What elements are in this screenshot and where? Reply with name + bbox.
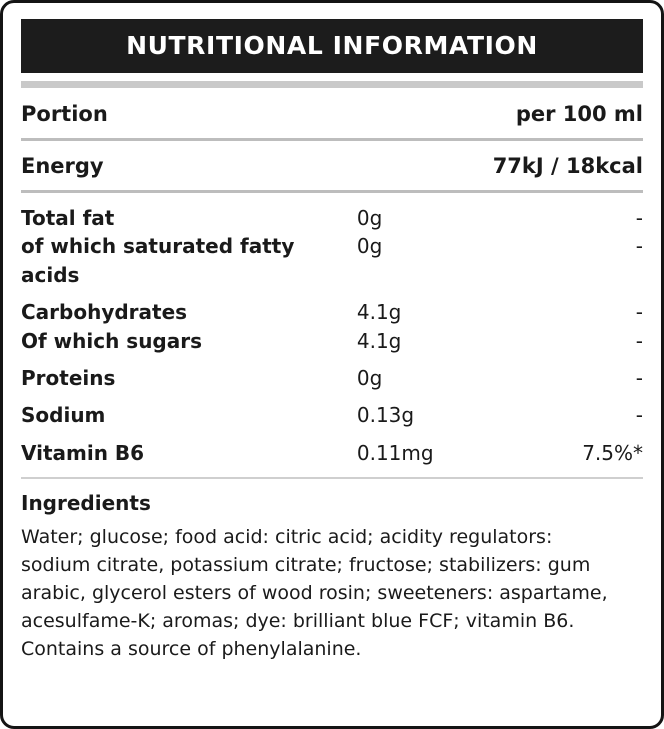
nutrient-value: 0g — [356, 365, 383, 390]
nutrient-percent: - — [635, 365, 643, 390]
nutrient-percent: 7.5%* — [582, 440, 643, 465]
nutrient-value: 0.13g — [356, 403, 415, 428]
page-title: NUTRITIONAL INFORMATION — [21, 19, 643, 73]
portion-header-table — [21, 88, 643, 138]
energy-table — [21, 141, 643, 190]
nutrient-name: Proteins — [21, 365, 116, 390]
row-spacer — [21, 355, 643, 364]
nutrient-name: Vitamin B6 — [21, 440, 145, 465]
nutrients-table — [21, 204, 643, 467]
nutrient-percent: - — [635, 403, 643, 428]
row-spacer — [21, 289, 643, 298]
divider-thick-top — [21, 81, 643, 88]
nutrient-value: 4.1g — [356, 328, 402, 353]
ingredients-section — [21, 479, 643, 664]
nutrient-value: 4.1g — [356, 300, 402, 325]
ingredients-heading: Ingredients — [21, 491, 151, 516]
nutrient-name: Total fat — [21, 206, 115, 230]
energy-value: 77kJ / 18kcal — [492, 154, 643, 178]
nutrient-percent: - — [635, 206, 643, 230]
nutrient-name: Of which sugars — [21, 328, 203, 353]
table-row — [21, 204, 643, 232]
portion-basis-label: per 100 ml — [515, 102, 643, 126]
table-row — [21, 298, 643, 326]
nutrient-name: of which saturated fatty acids — [21, 234, 295, 287]
table-row-portion — [21, 88, 643, 138]
energy-label: Energy — [21, 154, 104, 178]
nutrient-name: Carbohydrates — [21, 300, 188, 325]
nutrient-percent: - — [635, 328, 643, 353]
portion-label: Portion — [21, 102, 108, 126]
nutrient-value: 0.11mg — [356, 440, 434, 465]
row-spacer — [21, 392, 643, 401]
table-row — [21, 232, 643, 289]
row-spacer — [21, 430, 643, 439]
table-row — [21, 401, 643, 429]
table-row — [21, 327, 643, 355]
table-row-energy — [21, 141, 643, 190]
nutrient-name: Sodium — [21, 403, 106, 428]
nutrient-value: 0g — [356, 206, 383, 230]
nutrients-section — [21, 193, 643, 477]
nutrient-value: 0g — [356, 234, 383, 259]
nutrient-percent: - — [635, 300, 643, 325]
table-row — [21, 364, 643, 392]
nutrient-percent: - — [635, 234, 643, 259]
table-row — [21, 439, 643, 467]
ingredients-text: Water; glucose; food acid: citric acid; acidity regulators: sodium citrate, potassium citrate; fructose; stabilizers: gum arabic, glycerol esters of wood rosin; sweeteners: aspartame, acesulfame-K; aromas; dye: brilliant blue FCF; vitamin B6. Contains a source of phenylalanine. — [21, 526, 608, 660]
